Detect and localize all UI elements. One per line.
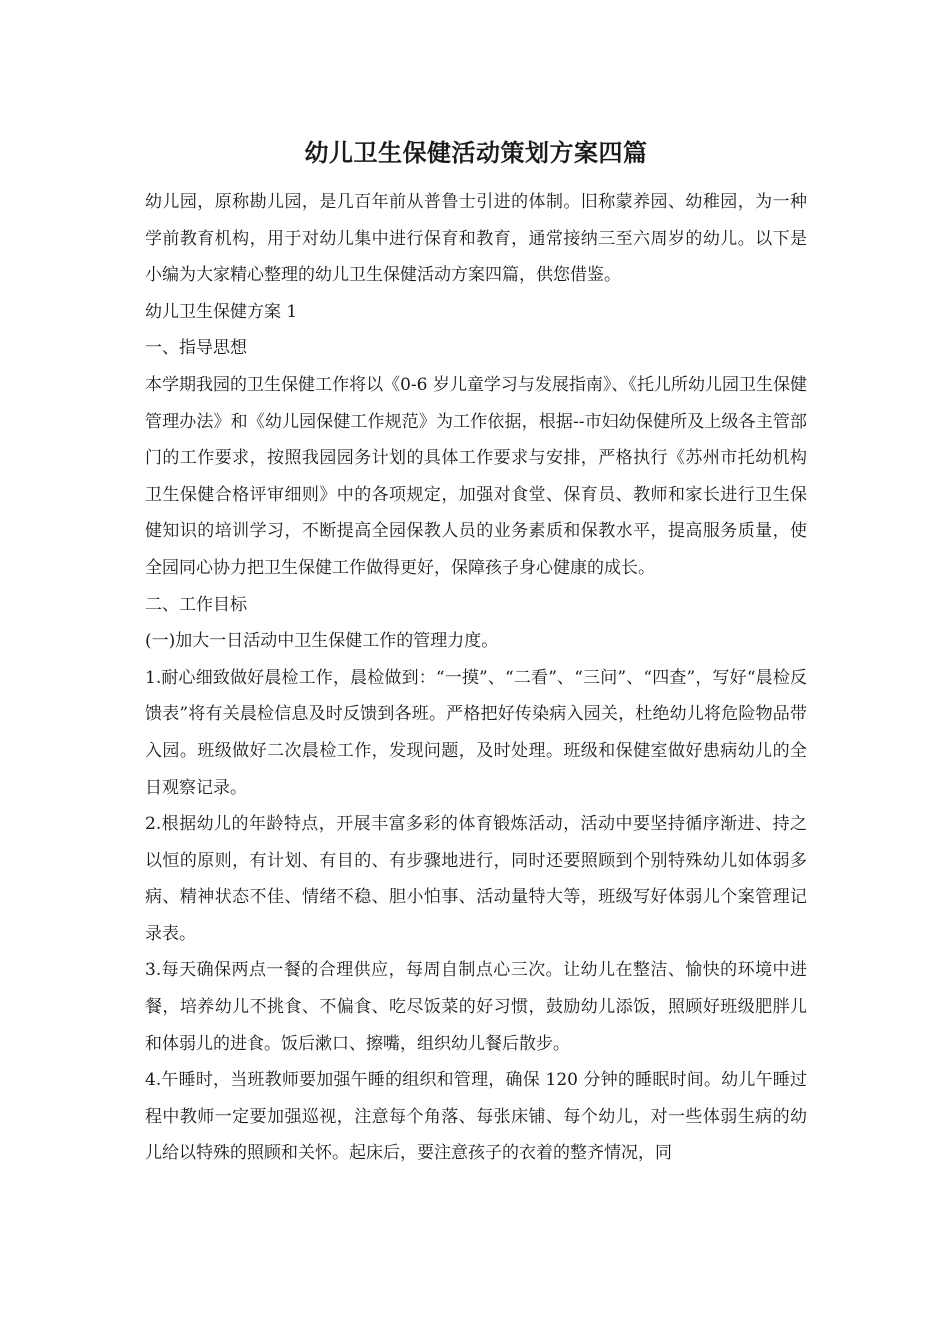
intro-paragraph: 幼儿园，原称勘儿园，是几百年前从普鲁士引进的体制。旧称蒙养园、幼稚园，为一种学前教育机构，用于对幼儿集中进行保育和教育，通常接纳三至六周岁的幼儿。以下是小编为大家精心整理的幼儿卫生保健活动方案四篇，供您借鉴。	[145, 192, 807, 286]
document-title: 幼儿卫生保健活动策划方案四篇	[304, 138, 648, 167]
guiding-ideology-paragraph: 本学期我园的卫生保健工作将以《0-6 岁儿童学习与发展指南》、《托儿所幼儿园卫生保健管理办法》和《幼儿园保健工作规范》为工作依据，根据--市妇幼保健所及上级各主管部门的工作要求，按照我园园务计划的具体工作要求与安排，严格执行《苏州市托幼机构卫生保健合格评审细则》中的各项规定，加强对食堂、保育员、教师和家长进行卫生保健知识的培训学习，不断提高全园保教人员的业务素质和保教水平，提高服务质量，使全园同心协力把卫生保健工作做得更好，保障孩子身心健康的成长。	[145, 374, 807, 578]
item-paragraph-2: 2.根据幼儿的年龄特点，开展丰富多彩的体育锻炼活动，活动中要坚持循序渐进、持之以恒的原则，有计划、有目的、有步骤地进行，同时还要照顾到个别特殊幼儿如体弱多病、精神状态不佳、情绪不稳、胆小怕事、活动量特大等，班级写好体弱儿个案管理记录表。	[145, 814, 807, 944]
item-paragraph-4: 4.午睡时，当班教师要加强午睡的组织和管理，确保 120 分钟的睡眠时间。幼儿午睡过程中教师一定要加强巡视，注意每个角落、每张床铺、每个幼儿，对一些体弱生病的幼儿给以特殊的照顾和关怀。起床后，要注意孩子的衣着的整齐情况，同	[145, 1070, 807, 1164]
section-heading-plan-1: 幼儿卫生保健方案 1	[145, 301, 298, 322]
section-heading-guiding-ideology: 一、指导思想	[145, 338, 247, 359]
item-paragraph-1: 1.耐心细致做好晨检工作，晨检做到：“一摸”、“二看”、“三问”、“四查”，写好“晨检反馈表”将有关晨检信息及时反馈到各班。严格把好传染病入园关，杜绝幼儿将危险物品带入园。班级做好二次晨检工作，发现问题，及时处理。班级和保健室做好患病幼儿的全日观察记录。	[145, 667, 807, 798]
subheading-management: (一)加大一日活动中卫生保健工作的管理力度。	[145, 631, 499, 652]
item-paragraph-3: 3.每天确保两点一餐的合理供应，每周自制点心三次。让幼儿在整洁、愉快的环境中进餐，培养幼儿不挑食、不偏食、吃尽饭菜的好习惯，鼓励幼儿添饭，照顾好班级肥胖儿和体弱儿的进食。饭后漱口、擦嘴，组织幼儿餐后散步。	[145, 960, 807, 1054]
section-heading-work-goals: 二、工作目标	[145, 594, 247, 615]
document-body	[145, 128, 807, 1172]
